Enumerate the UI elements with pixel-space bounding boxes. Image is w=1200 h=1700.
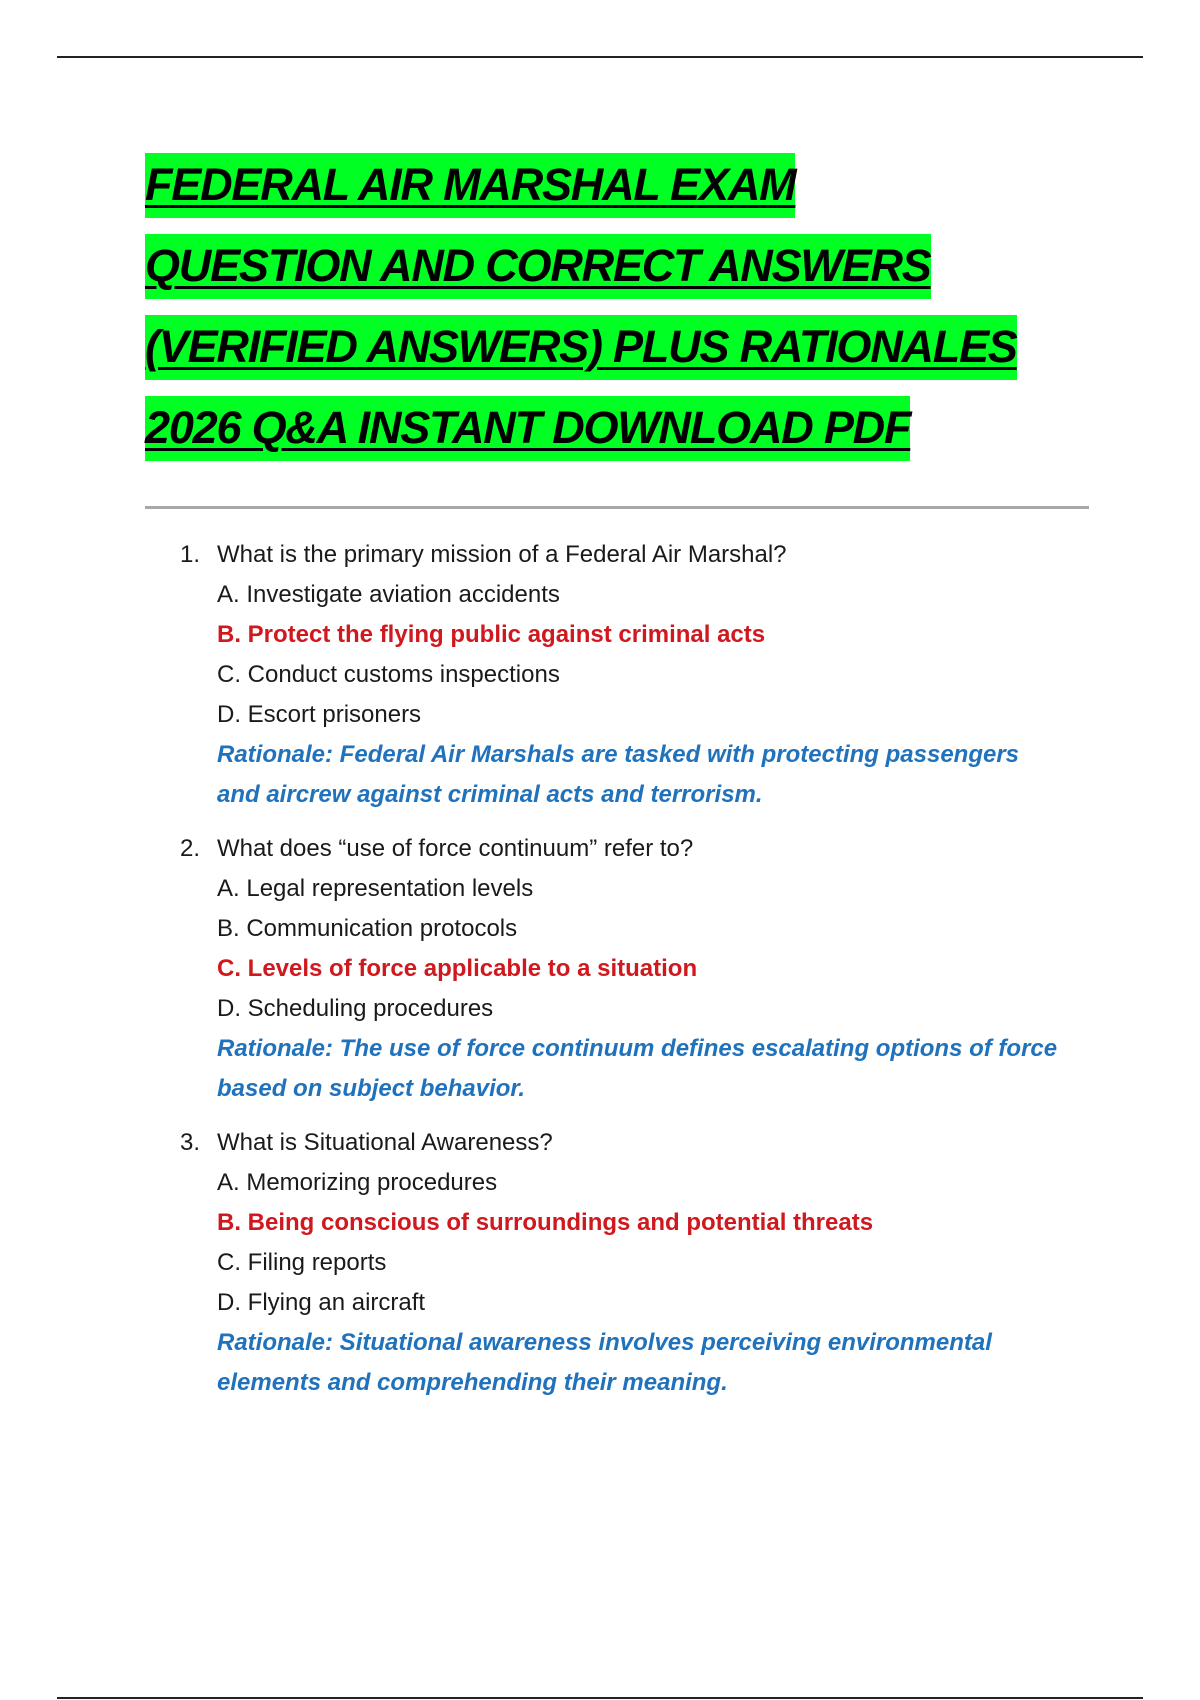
- rationale-text: Rationale: Situational awareness involves perceiving environmental elements and comprehending their meaning.: [217, 1329, 992, 1396]
- document-title: [145, 144, 1105, 468]
- question-item: [180, 829, 1080, 1109]
- answer-option: B. Communication protocols: [217, 915, 518, 942]
- question-number: 2.: [180, 835, 201, 862]
- question-item: [180, 535, 1080, 815]
- correct-answer-option: B. Protect the flying public against criminal acts: [217, 621, 766, 648]
- question-list: [180, 535, 1080, 1417]
- footer-rule: [57, 1697, 1143, 1699]
- answer-option: A. Memorizing procedures: [217, 1169, 498, 1196]
- answer-option: A. Legal representation levels: [217, 875, 534, 902]
- header-rule: [57, 56, 1143, 58]
- title-line: QUESTION AND CORRECT ANSWERS: [145, 225, 1105, 306]
- title-line: 2026 Q&A INSTANT DOWNLOAD PDF: [145, 387, 1105, 468]
- rationale-text: Rationale: The use of force continuum defines escalating options of force based on subject behavior.: [217, 1035, 1058, 1102]
- question-number: 1.: [180, 541, 201, 568]
- answer-option: D. Flying an aircraft: [217, 1289, 426, 1316]
- title-line: (VERIFIED ANSWERS) PLUS RATIONALES: [145, 306, 1105, 387]
- answer-option: D. Scheduling procedures: [217, 995, 494, 1022]
- rationale-text: Rationale: Federal Air Marshals are tasked with protecting passengers and aircrew against criminal acts and terrorism.: [217, 741, 1020, 808]
- question-number: 3.: [180, 1129, 201, 1156]
- answer-option: C. Filing reports: [217, 1249, 387, 1276]
- question-item: [180, 1123, 1080, 1403]
- question-text: What is Situational Awareness?: [217, 1129, 553, 1156]
- question-text: What is the primary mission of a Federal Air Marshal?: [217, 541, 787, 568]
- section-divider: [145, 506, 1089, 509]
- title-line: FEDERAL AIR MARSHAL EXAM: [145, 144, 1105, 225]
- question-text: What does “use of force continuum” refer to?: [217, 835, 694, 862]
- answer-option: D. Escort prisoners: [217, 701, 422, 728]
- answer-option: A. Investigate aviation accidents: [217, 581, 560, 608]
- correct-answer-option: B. Being conscious of surroundings and potential threats: [217, 1209, 874, 1236]
- correct-answer-option: C. Levels of force applicable to a situation: [217, 955, 698, 982]
- answer-option: C. Conduct customs inspections: [217, 661, 560, 688]
